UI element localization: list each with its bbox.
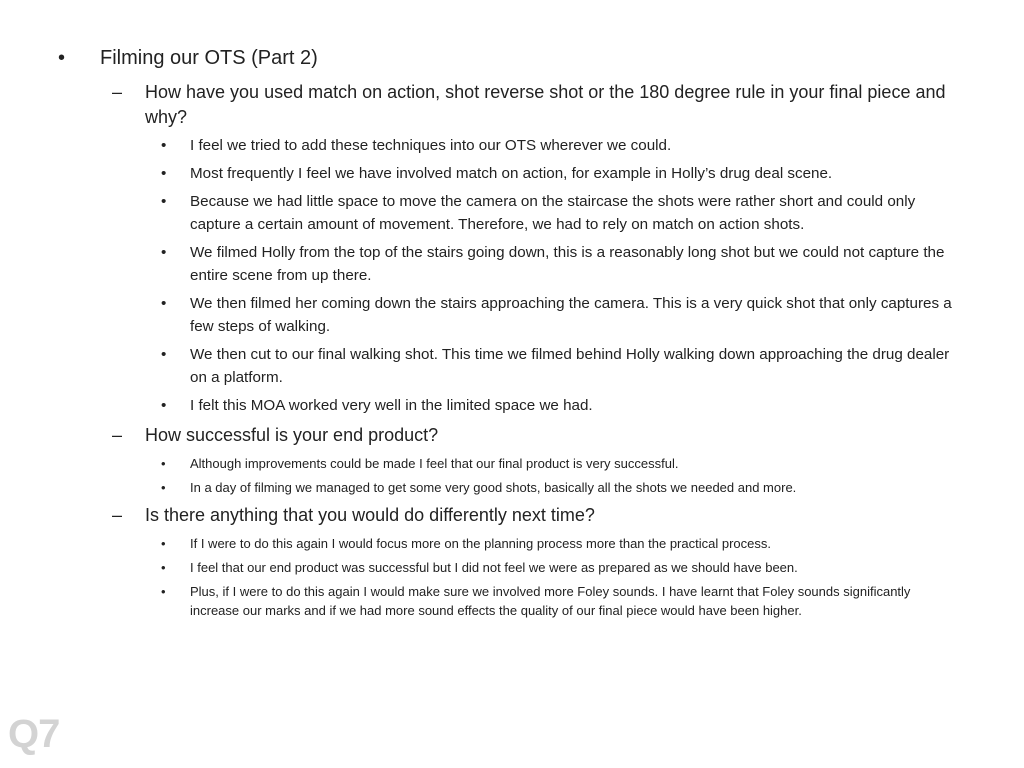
- bullet-dot: •: [161, 456, 166, 471]
- answer-text: We then cut to our final walking shot. This time we filmed behind Holly walking down approaching the drug dealer on a platform.: [190, 346, 950, 386]
- answer-text: I feel that our end product was successful but I did not feel we were as prepared as we should have been.: [190, 560, 798, 575]
- bullet-dot: •: [161, 165, 167, 182]
- bullet-dot: •: [161, 560, 166, 575]
- bullet-dot: •: [161, 480, 166, 495]
- answer-item: [161, 343, 958, 389]
- answer-text: We then filmed her coming down the stairs approaching the camera. This is a very quick shot that only captures a few steps of walking.: [190, 295, 952, 335]
- heading-text: Filming our OTS (Part 2): [100, 47, 318, 69]
- bullet-dash: –: [112, 425, 123, 445]
- bullet-dot: •: [161, 536, 166, 551]
- slide-heading: [58, 44, 958, 72]
- answer-text: We filmed Holly from the top of the stairs going down, this is a reasonably long shot but we could not capture the entire scene from up there.: [190, 244, 945, 284]
- answer-item: [161, 582, 958, 620]
- bullet-dot: •: [161, 295, 167, 312]
- bullet-dot: •: [161, 244, 167, 261]
- answer-item: [161, 454, 958, 473]
- answer-item: [161, 292, 958, 338]
- answer-item: [161, 162, 958, 185]
- question-item: [112, 503, 958, 528]
- question-text: Is there anything that you would do differently next time?: [145, 505, 595, 525]
- answer-text: I felt this MOA worked very well in the limited space we had.: [190, 397, 593, 414]
- question-number-label: Q7: [8, 712, 60, 756]
- bullet-dot: •: [58, 47, 66, 69]
- answer-item: [161, 478, 958, 497]
- bullet-dash: –: [112, 505, 123, 525]
- question-text: How have you used match on action, shot reverse shot or the 180 degree rule in your final piece and why?: [145, 82, 946, 127]
- bullet-dash: –: [112, 82, 123, 102]
- slide-content: [58, 44, 958, 620]
- bullet-dot: •: [161, 584, 166, 599]
- question-item: [112, 423, 958, 448]
- bullet-dot: •: [161, 397, 167, 414]
- answer-item: [161, 190, 958, 236]
- question-text: How successful is your end product?: [145, 425, 439, 445]
- answer-text: Because we had little space to move the camera on the staircase the shots were rather short and could only capture a certain amount of movement. Therefore, we had to rely on match on action shots.: [190, 193, 916, 233]
- answer-item: [161, 394, 958, 417]
- answer-item: [161, 534, 958, 553]
- answer-text: Plus, if I were to do this again I would make sure we involved more Foley sounds. I have learnt that Foley sounds significantly increase our marks and if we had more sound effects the quality of our final piece would have been higher.: [190, 584, 911, 618]
- question-item: [112, 80, 958, 130]
- answer-text: If I were to do this again I would focus more on the planning process more than the practical process.: [190, 536, 771, 551]
- answer-item: [161, 241, 958, 287]
- answer-text: Although improvements could be made I feel that our final product is very successful.: [190, 456, 679, 471]
- bullet-dot: •: [161, 346, 167, 363]
- answer-item: [161, 558, 958, 577]
- answer-text: Most frequently I feel we have involved match on action, for example in Holly’s drug deal scene.: [190, 165, 833, 182]
- bullet-dot: •: [161, 137, 167, 154]
- answer-text: In a day of filming we managed to get some very good shots, basically all the shots we needed and more.: [190, 480, 797, 495]
- bullet-dot: •: [161, 193, 167, 210]
- answer-text: I feel we tried to add these techniques into our OTS wherever we could.: [190, 137, 672, 154]
- answer-item: [161, 134, 958, 157]
